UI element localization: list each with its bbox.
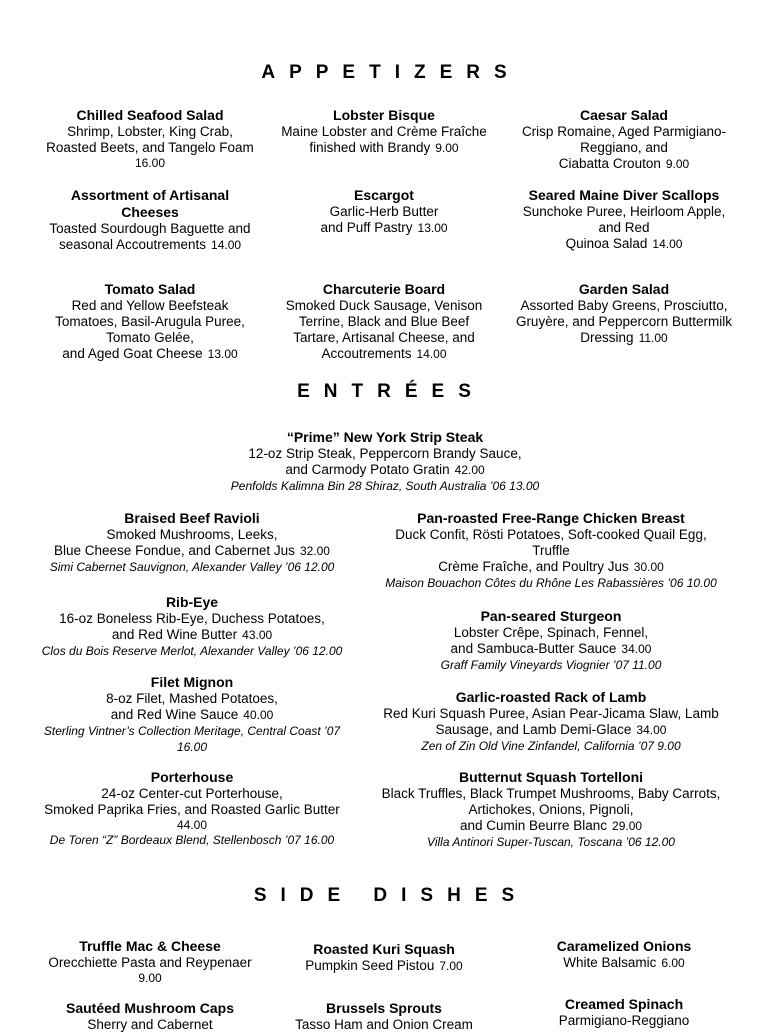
menu-item-diver-scallops xyxy=(505,187,743,252)
item-desc: Garlic-Herb Butter xyxy=(329,204,439,219)
item-name: Pan-seared Sturgeon xyxy=(480,608,622,624)
item-desc: Sausage, and Lamb Demi-Glace xyxy=(435,722,632,737)
item-name: Porterhouse xyxy=(150,769,234,785)
item-desc-line xyxy=(22,543,362,559)
item-price: 13.00 xyxy=(417,221,448,235)
wine-pairing: Simi Cabernet Sauvignon, Alexander Valley ’06 12.00 xyxy=(49,560,335,574)
item-desc-line xyxy=(505,955,743,971)
item-desc: and Puff Pastry xyxy=(320,220,413,235)
item-desc: Gruyère, and Peppercorn Buttermilk xyxy=(515,314,733,329)
menu-item-charcuterie-board xyxy=(270,281,498,362)
section-title-appetizers: APPETIZERS xyxy=(261,62,521,83)
item-name: Roasted Kuri Squash xyxy=(313,941,455,957)
item-name: Garden Salad xyxy=(578,281,670,297)
item-desc: Parmigiano-Reggiano xyxy=(558,1013,690,1028)
item-price: 30.00 xyxy=(633,560,664,574)
menu-item-prime-strip-steak xyxy=(180,429,590,494)
item-desc: and Red Wine Sauce xyxy=(110,707,239,722)
item-name: Escargot xyxy=(354,187,414,203)
item-name: Seared Maine Diver Scallops xyxy=(528,187,720,203)
item-desc: and Red Wine Butter xyxy=(111,627,238,642)
item-price: 14.00 xyxy=(211,238,242,252)
item-name: “Prime” New York Strip Steak xyxy=(286,429,484,445)
menu-item-artisanal-cheeses-desc xyxy=(32,221,268,253)
item-desc: 16-oz Boneless Rib-Eye, Duchess Potatoes, xyxy=(59,611,325,626)
item-desc-line xyxy=(270,958,498,974)
item-price: 42.00 xyxy=(454,463,485,477)
item-desc: Toasted Sourdough Baguette and xyxy=(49,221,251,236)
item-desc: 12-oz Strip Steak, Peppercorn Brandy Sauce, xyxy=(248,446,522,461)
menu-item-pan-seared-sturgeon xyxy=(370,608,732,673)
item-price: 32.00 xyxy=(299,544,330,558)
item-name: Lobster Bisque xyxy=(333,107,435,123)
item-name: Caramelized Onions xyxy=(556,938,692,954)
menu-item-brussels-sprouts xyxy=(270,1000,498,1033)
item-desc: Sherry and Cabernet xyxy=(87,1017,213,1032)
item-desc: Blue Cheese Fondue, and Cabernet Jus xyxy=(54,543,295,558)
item-desc-line xyxy=(370,641,732,657)
item-price: 11.00 xyxy=(638,331,668,345)
item-desc-line xyxy=(370,818,732,834)
item-price: 9.00 xyxy=(435,141,459,155)
item-price: 9.00 xyxy=(138,971,162,985)
wine-pairing: Penfolds Kalimna Bin 28 Shiraz, South Australia ’06 13.00 xyxy=(230,479,540,493)
item-name: Charcuterie Board xyxy=(322,281,446,297)
item-desc: Smoked Paprika Fries, and Roasted Garlic Butter xyxy=(44,802,340,817)
item-price: 14.00 xyxy=(652,237,683,251)
menu-item-garden-salad xyxy=(505,281,743,346)
item-price: 13.00 xyxy=(207,347,238,361)
menu-item-mushroom-caps xyxy=(32,1000,268,1033)
item-desc-line xyxy=(22,707,362,723)
item-desc-line xyxy=(180,462,590,478)
item-desc: Roasted Beets, and Tangelo Foam xyxy=(46,140,254,155)
menu-item-caramelized-onions xyxy=(505,938,743,971)
item-desc: and Aged Goat Cheese xyxy=(62,346,203,361)
item-price: 16.00 xyxy=(134,156,166,170)
menu-item-truffle-mac xyxy=(32,938,268,985)
item-desc: seasonal Accoutrements xyxy=(58,237,207,252)
item-desc: Truffle xyxy=(532,543,570,558)
item-price: 6.00 xyxy=(661,956,685,970)
item-name: Brussels Sprouts xyxy=(326,1000,442,1016)
item-price: 14.00 xyxy=(416,347,447,361)
wine-pairing-price: 16.00 xyxy=(176,740,208,754)
item-desc: Crème Fraîche, and Poultry Jus xyxy=(438,559,629,574)
item-name: Garlic-roasted Rack of Lamb xyxy=(455,689,647,705)
menu-item-rack-of-lamb xyxy=(370,689,732,754)
menu-item-braised-beef-ravioli xyxy=(22,510,362,575)
menu-item-chilled-seafood-salad xyxy=(32,107,268,170)
item-desc: Smoked Mushrooms, Leeks, xyxy=(106,527,278,542)
menu-item-tomato-salad xyxy=(32,281,268,362)
item-price: 40.00 xyxy=(243,708,274,722)
item-desc: Tasso Ham and Onion Cream xyxy=(295,1017,473,1032)
item-name: Chilled Seafood Salad xyxy=(76,107,224,123)
item-desc: and Carmody Potato Gratin xyxy=(285,462,450,477)
item-desc: Orecchiette Pasta and Reypenaer xyxy=(48,955,252,970)
menu-item-artisanal-cheeses xyxy=(50,187,250,221)
item-name: Pan-roasted Free-Range Chicken Breast xyxy=(417,510,685,526)
menu-item-filet-mignon xyxy=(22,674,362,755)
item-desc: Sunchoke Puree, Heirloom Apple, xyxy=(522,204,726,219)
item-desc: Accoutrements xyxy=(321,346,412,361)
item-desc-line xyxy=(270,346,498,362)
item-price: 34.00 xyxy=(636,723,667,737)
section-title-side-dishes: SIDE DISHES xyxy=(253,885,529,906)
item-name: Filet Mignon xyxy=(150,674,234,690)
wine-pairing: Zen of Zin Old Vine Zinfandel, California ’07 9.00 xyxy=(421,739,681,753)
item-desc: Ciabatta Crouton xyxy=(558,156,661,171)
item-desc: Tomato Gelée, xyxy=(106,330,194,345)
item-name: Butternut Squash Tortelloni xyxy=(458,769,644,785)
item-desc-line xyxy=(370,559,732,575)
item-desc-line xyxy=(505,236,743,252)
wine-pairing: Maison Bouachon Côtes du Rhône Les Rabassières ’06 10.00 xyxy=(385,576,717,590)
item-desc-line xyxy=(270,220,498,236)
item-price: 43.00 xyxy=(242,628,273,642)
item-desc: 24-oz Center-cut Porterhouse, xyxy=(101,786,283,801)
item-desc-line xyxy=(270,140,498,156)
item-desc: and Red xyxy=(598,220,650,235)
item-name: Braised Beef Ravioli xyxy=(124,510,260,526)
menu-item-butternut-tortelloni xyxy=(370,769,732,850)
item-desc: Black Truffles, Black Trumpet Mushrooms, Baby Carrots, xyxy=(381,786,721,801)
wine-pairing: De Toren “Z” Bordeaux Blend, Stellenbosch ’07 16.00 xyxy=(49,833,335,847)
item-price: 7.00 xyxy=(439,959,463,973)
item-name: Rib-Eye xyxy=(165,594,219,610)
item-desc: and Sambuca-Butter Sauce xyxy=(450,641,617,656)
menu-item-lobster-bisque xyxy=(270,107,498,156)
item-desc: Quinoa Salad xyxy=(565,236,648,251)
item-desc: Reggiano, and xyxy=(580,140,668,155)
item-price: 34.00 xyxy=(621,642,652,656)
wine-pairing: Sterling Vintner’s Collection Meritage, Central Coast ’07 xyxy=(43,724,341,738)
item-price: 29.00 xyxy=(612,819,643,833)
item-desc-line xyxy=(370,722,732,738)
item-desc: finished with Brandy xyxy=(309,140,431,155)
item-desc: Assorted Baby Greens, Prosciutto, xyxy=(520,298,728,313)
item-desc: Terrine, Black and Blue Beef xyxy=(298,314,470,329)
item-desc: Red and Yellow Beefsteak xyxy=(71,298,229,313)
item-desc: Tartare, Artisanal Cheese, and xyxy=(293,330,475,345)
item-name: Sautéed Mushroom Caps xyxy=(65,1000,235,1016)
item-desc: Crisp Romaine, Aged Parmigiano- xyxy=(521,124,727,139)
item-desc: Artichokes, Onions, Pignoli, xyxy=(468,802,634,817)
menu-item-creamed-spinach xyxy=(505,996,743,1029)
item-desc: Red Kuri Squash Puree, Asian Pear-Jicama Slaw, Lamb xyxy=(383,706,719,721)
item-desc: Duck Confit, Rösti Potatoes, Soft-cooked Quail Egg, xyxy=(395,527,707,542)
item-desc: 8-oz Filet, Mashed Potatoes, xyxy=(106,691,278,706)
item-desc: Pumpkin Seed Pistou xyxy=(305,958,435,973)
menu-item-escargot xyxy=(270,187,498,236)
item-name: Tomato Salad xyxy=(104,281,196,297)
menu-item-porterhouse xyxy=(22,769,362,848)
menu-item-rib-eye xyxy=(22,594,362,659)
item-desc: and Cumin Beurre Blanc xyxy=(459,818,608,833)
item-desc-line xyxy=(505,156,743,172)
item-desc-line xyxy=(32,237,268,253)
item-desc: Smoked Duck Sausage, Venison xyxy=(285,298,483,313)
item-price: 9.00 xyxy=(665,157,690,171)
item-desc: Tomatoes, Basil-Arugula Puree, xyxy=(55,314,245,329)
item-desc: Dressing xyxy=(580,330,634,345)
item-desc-line xyxy=(22,627,362,643)
item-name: Creamed Spinach xyxy=(564,996,684,1012)
item-name: Assortment of Artisanal Cheeses xyxy=(70,187,230,220)
item-price: 44.00 xyxy=(176,818,208,832)
wine-pairing: Graff Family Vineyards Viognier ’07 11.00 xyxy=(440,658,662,672)
wine-pairing: Villa Antinori Super-Tuscan, Toscana ’06 12.00 xyxy=(427,835,675,849)
item-name: Caesar Salad xyxy=(580,107,668,123)
menu-item-chicken-breast xyxy=(370,510,732,591)
section-title-entrees: ENTRÉES xyxy=(297,381,485,402)
wine-pairing: Clos du Bois Reserve Merlot, Alexander Valley ’06 12.00 xyxy=(41,644,343,658)
item-desc: Maine Lobster and Crème Fraîche xyxy=(281,124,487,139)
menu-item-kuri-squash xyxy=(270,941,498,974)
item-desc: White Balsamic xyxy=(563,955,657,970)
item-desc-line xyxy=(32,346,268,362)
item-desc-line xyxy=(505,330,743,346)
menu-item-caesar-salad xyxy=(505,107,743,172)
item-name: Truffle Mac & Cheese xyxy=(79,938,221,954)
item-desc: Lobster Crêpe, Spinach, Fennel, xyxy=(453,625,649,640)
item-desc: Shrimp, Lobster, King Crab, xyxy=(67,124,233,139)
